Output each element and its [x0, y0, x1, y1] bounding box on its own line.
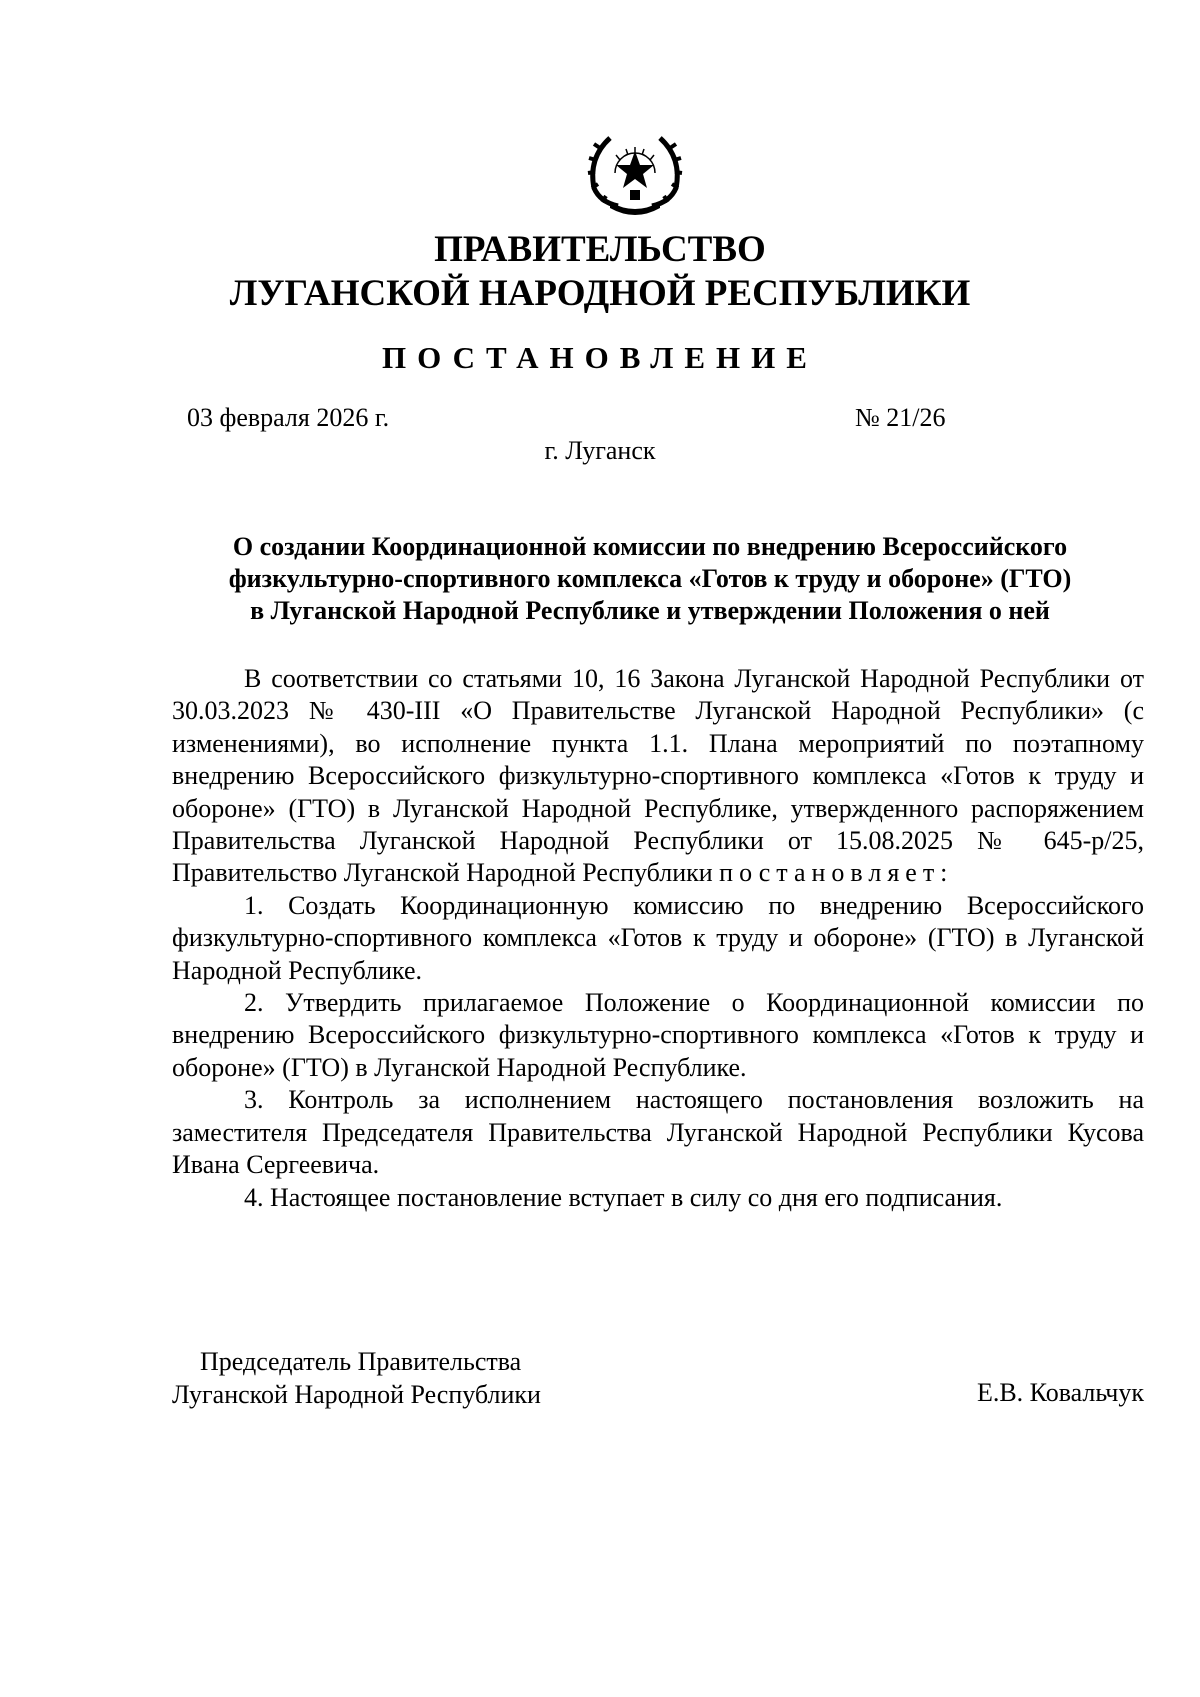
- document-date: 03 февраля 2026 г.: [187, 403, 390, 432]
- organization-name-line2: ЛУГАНСКОЙ НАРОДНОЙ РЕСПУБЛИКИ: [229, 273, 971, 314]
- signatory-name: Е.В. Ковальчук: [976, 1378, 1144, 1407]
- document-body: [172, 663, 1144, 1214]
- item-3-paragraph: 3. Контроль за исполнением настоящего постановления возложить на заместителя Председателя Правительства Луганской Народной Республики Кусова Ивана Сергеевича.: [172, 1085, 1144, 1180]
- document-city: г. Луганск: [544, 436, 656, 465]
- preamble-paragraph: [172, 663, 1144, 890]
- item-4-paragraph: 4. Настоящее постановление вступает в силу со дня его подписания.: [244, 1182, 1003, 1212]
- signatory-position-line1: Председатель Правительства: [200, 1347, 522, 1376]
- organization-name-line1: ПРАВИТЕЛЬСТВО: [434, 229, 766, 270]
- organization-name: [0, 228, 1200, 316]
- resolves-word: постановляет:: [719, 858, 954, 888]
- document-title-line2: физкультурно-спортивного комплекса «Готов к труду и обороне» (ГТО): [228, 564, 1072, 593]
- signatory-position: [172, 1345, 541, 1411]
- item-2-paragraph: 2. Утвердить прилагаемое Положение о Координационной комиссии по внедрению Всероссийского физкультурно-спортивного комплекса «Готов к труду и обороне» (ГТО) в Луганской Народной Республике.: [172, 988, 1144, 1082]
- document-title: [160, 531, 1140, 627]
- document-title-line3: в Луганской Народной Республике и утверждении Положения о ней: [250, 596, 1050, 625]
- document-title-line1: О создании Координационной комиссии по внедрению Всероссийского: [232, 532, 1068, 561]
- document-type: ПОСТАНОВЛЕНИЕ: [382, 340, 818, 375]
- document-number: № 21/26: [855, 403, 946, 432]
- item-1-paragraph: 1. Создать Координационную комиссию по внедрению Всероссийского физкультурно-спортивного комплекса «Готов к труду и обороне» (ГТО) в Луганской Народной Республике.: [172, 890, 1144, 985]
- signatory-position-line2: Луганской Народной Республики: [172, 1380, 541, 1409]
- preamble-text: В соответствии со статьями 10, 16 Закона Луганской Народной Республики от 30.03.2023 № 430-III «О Правительстве Луганской Народной Республики» (с изменениями), во исполнение пункта 1.1. Плана мероприятий по поэтапному внедрению Всероссийского физкультурно-спортивного комплекса «Готов к труду и обороне» (ГТО) в Луганской Народной Республике, утвержденного распоряжением Правительства Луганской Народной Республики от 15.08.2025 № 645-р/25, Правительство Луганской Народной Республики: [172, 664, 1144, 888]
- coat-of-arms-emblem-icon: [570, 118, 700, 218]
